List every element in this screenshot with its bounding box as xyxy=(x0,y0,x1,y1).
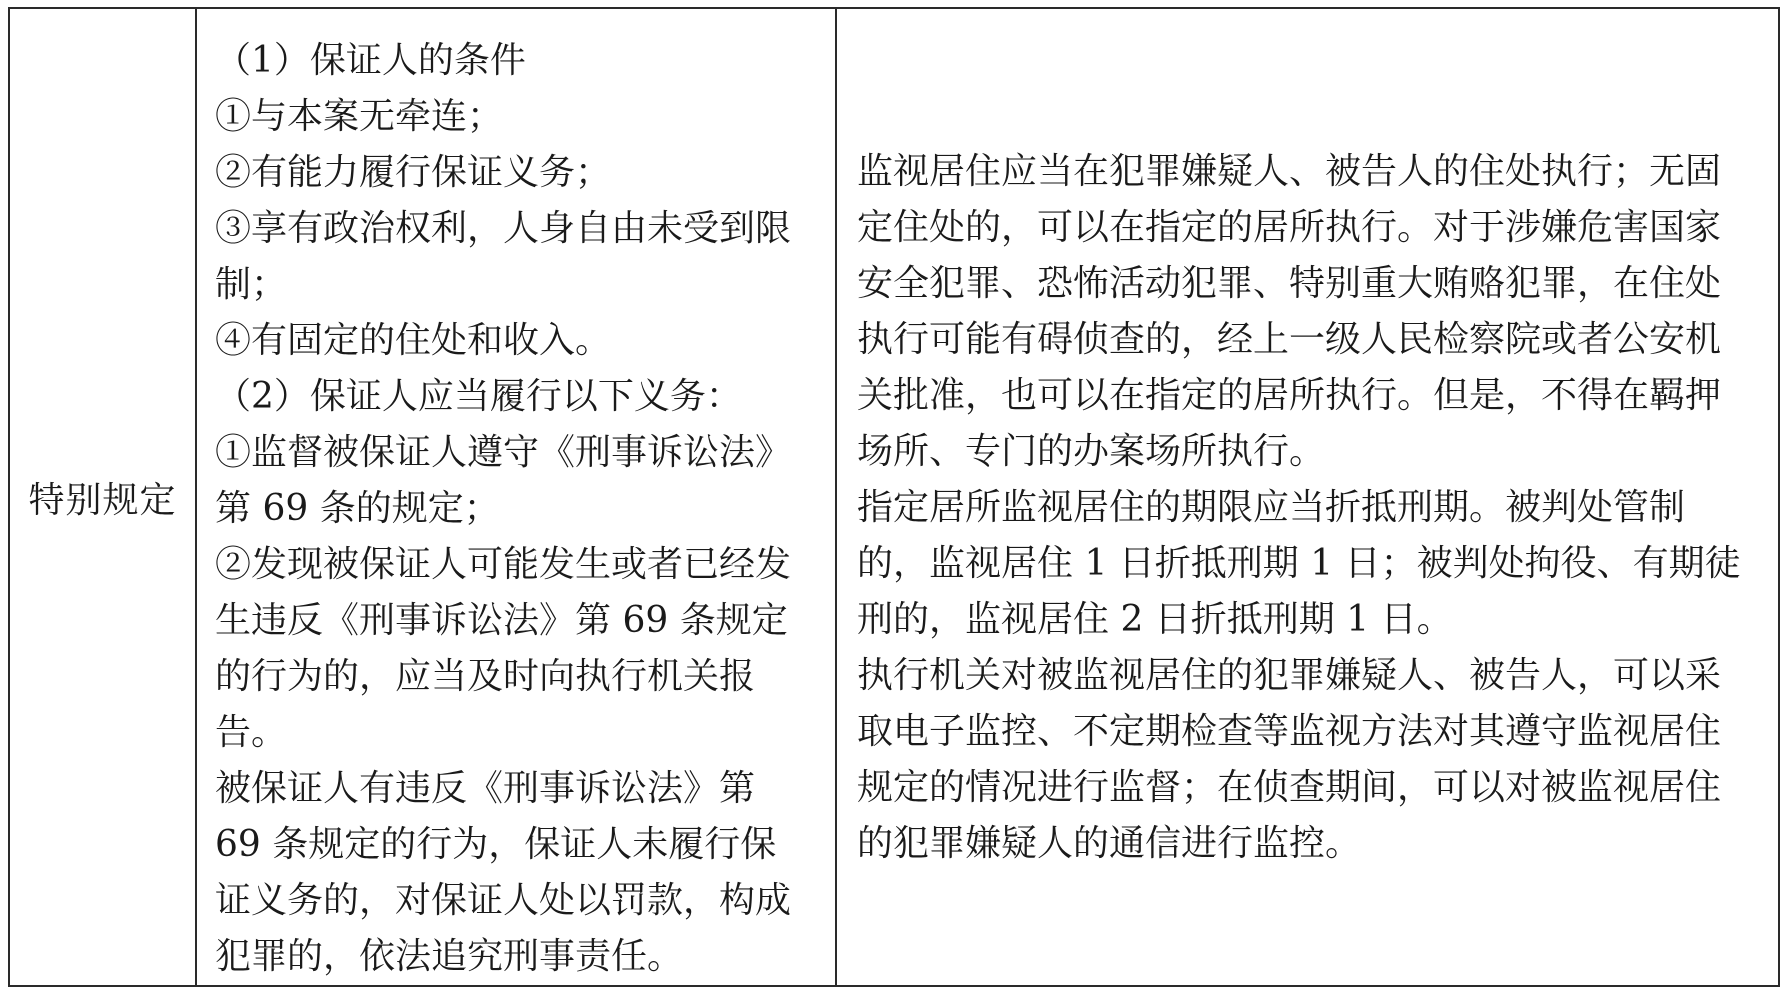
guarantor-line: ①与本案无牵连； xyxy=(215,96,504,137)
surveillance-line: 执行机关对被监视居住的犯罪嫌疑人、被告人，可以采 xyxy=(857,655,1722,696)
regulation-table xyxy=(8,7,1780,987)
guarantor-line: 制； xyxy=(215,264,288,305)
guarantor-line: ④有固定的住处和收入。 xyxy=(215,320,612,361)
surveillance-line: 刑的，监视居住 2 日折抵刑期 1 日。 xyxy=(857,599,1453,640)
table-row xyxy=(9,8,1779,986)
guarantor-line: 69 条规定的行为，保证人未履行保 xyxy=(215,824,777,865)
surveillance-line: 指定居所监视居住的期限应当折抵刑期。被判处管制 xyxy=(857,487,1686,528)
surveillance-line: 执行可能有碍侦查的，经上一级人民检察院或者公安机 xyxy=(857,319,1722,360)
guarantor-line: （1）保证人的条件 xyxy=(215,40,526,81)
surveillance-line: 的犯罪嫌疑人的通信进行监控。 xyxy=(857,823,1362,864)
surveillance-rules-cell xyxy=(836,8,1779,986)
guarantor-rules-cell xyxy=(196,8,836,986)
guarantor-line: 第 69 条的规定； xyxy=(215,488,500,529)
guarantor-line: ③享有政治权利，人身自由未受到限 xyxy=(215,208,792,249)
surveillance-line: 关批准，也可以在指定的居所执行。但是，不得在羁押 xyxy=(857,375,1722,416)
surveillance-line: 安全犯罪、恐怖活动犯罪、特别重大贿赂犯罪，在住处 xyxy=(857,263,1722,304)
guarantor-line: 告。 xyxy=(215,712,288,753)
surveillance-line: 定住处的，可以在指定的居所执行。对于涉嫌危害国家 xyxy=(857,207,1722,248)
surveillance-line: 场所、专门的办案场所执行。 xyxy=(857,431,1326,472)
guarantor-line: 生违反《刑事诉讼法》第 69 条规定 xyxy=(215,600,788,641)
guarantor-line: ②有能力履行保证义务； xyxy=(215,152,612,193)
guarantor-line: ①监督被保证人遵守《刑事诉讼法》 xyxy=(215,432,792,473)
guarantor-line: 的行为的，应当及时向执行机关报 xyxy=(215,656,756,697)
surveillance-line: 的，监视居住 1 日折抵刑期 1 日；被判处拘役、有期徒 xyxy=(857,543,1741,584)
guarantor-line: （2）保证人应当履行以下义务： xyxy=(215,376,742,417)
row-label-cell xyxy=(9,8,196,986)
surveillance-line: 规定的情况进行监督；在侦查期间，可以对被监视居住 xyxy=(857,767,1722,808)
guarantor-line: 被保证人有违反《刑事诉讼法》第 xyxy=(215,768,756,809)
surveillance-line: 取电子监控、不定期检查等监视方法对其遵守监视居住 xyxy=(857,711,1722,752)
surveillance-line: 监视居住应当在犯罪嫌疑人、被告人的住处执行；无固 xyxy=(857,151,1722,192)
guarantor-line: 犯罪的，依法追究刑事责任。 xyxy=(215,936,684,977)
guarantor-line: 证义务的，对保证人处以罚款，构成 xyxy=(215,880,792,921)
guarantor-line: ②发现被保证人可能发生或者已经发 xyxy=(215,544,792,585)
row-label: 特别规定 xyxy=(28,479,177,521)
